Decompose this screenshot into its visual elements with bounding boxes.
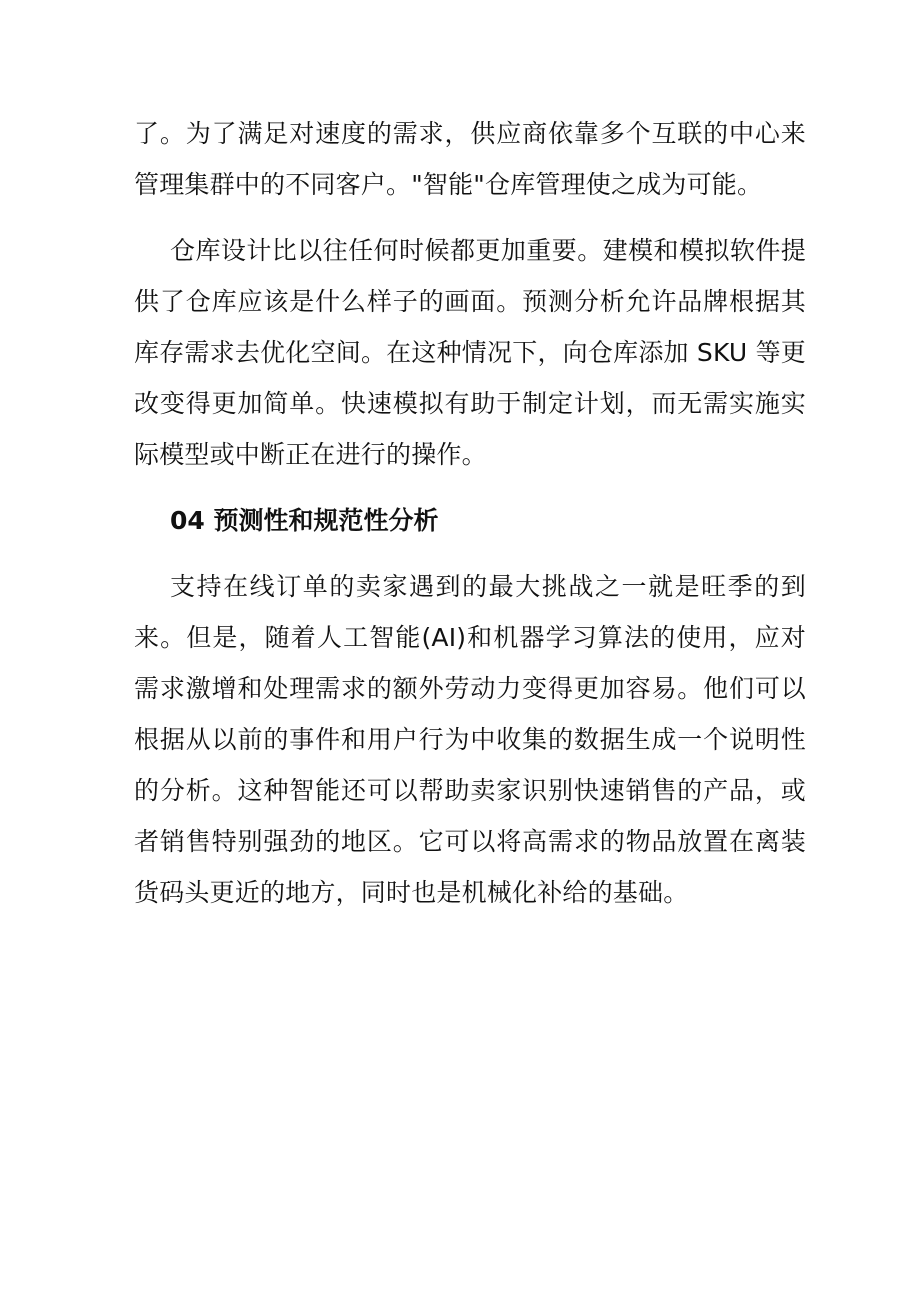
paragraph-spacer xyxy=(134,546,806,561)
document-body xyxy=(134,108,806,918)
paragraph-spacer xyxy=(134,480,806,495)
paragraph-predictive-analytics: 支持在线订单的卖家遇到的最大挑战之一就是旺季的到来。但是，随着人工智能(AI)和机器学习算法的使用，应对需求激增和处理需求的额外劳动力变得更加容易。他们可以根据从以前的事件和用户行为中收集的数据生成一个说明性的分析。这种智能还可以帮助卖家识别快速销售的产品，或者销售特别强劲的地区。它可以将高需求的物品放置在离装货码头更近的地方，同时也是机械化补给的基础。 xyxy=(134,572,806,907)
paragraph-spacer xyxy=(134,210,806,225)
paragraph-warehouse-design: 仓库设计比以往任何时候都更加重要。建模和模拟软件提供了仓库应该是什么样子的画面。预测分析允许品牌根据其库存需求去优化空间。在这种情况下，向仓库添加 SKU 等更改变得更加简单。快速模拟有助于制定计划，而无需实施实际模型或中断正在进行的操作。 xyxy=(134,236,806,469)
section-heading: 04 预测性和规范性分析 xyxy=(170,506,439,535)
paragraph-continuation: 了。为了满足对速度的需求，供应商依靠多个互联的中心来管理集群中的不同客户。"智能"仓库管理使之成为可能。 xyxy=(134,119,806,199)
